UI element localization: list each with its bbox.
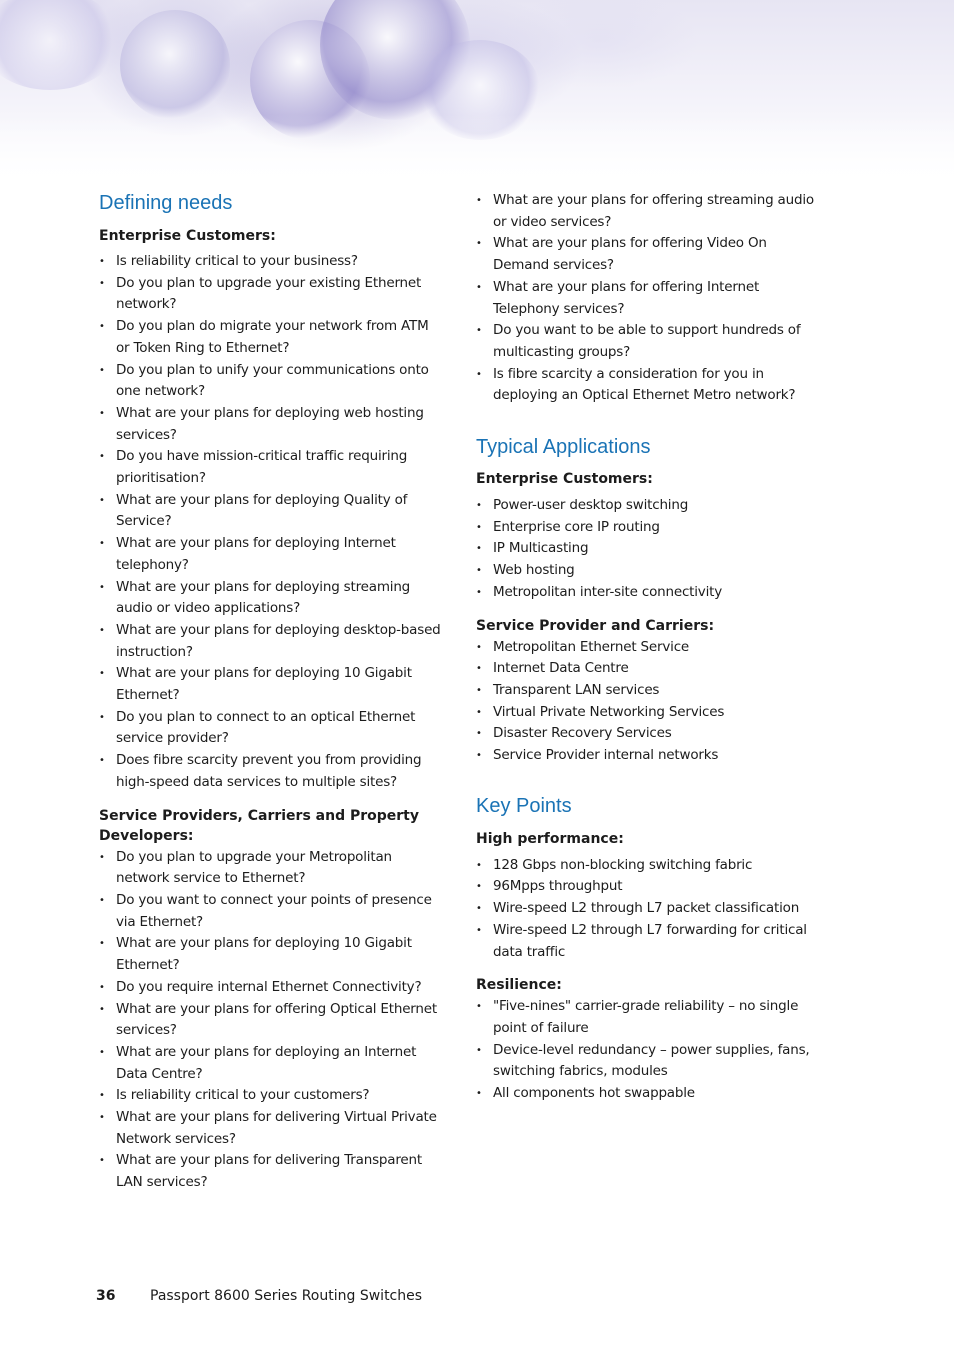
list-item: • What are your plans for deploying Quality of Service? <box>99 490 444 533</box>
list-item: • What are your plans for offering streaming audio or video services? <box>476 190 826 233</box>
provider-needs-continued-list <box>476 190 826 407</box>
list-item: • What are your plans for offering Optical Ethernet services? <box>99 999 444 1042</box>
list-item: • Metropolitan inter-site connectivity <box>476 582 826 604</box>
list-item: • What are your plans for deploying Internet telephony? <box>99 533 444 576</box>
list-item: • Device-level redundancy – power supplies, fans, switching fabrics, modules <box>476 1040 826 1083</box>
list-item: • What are your plans for deploying an Internet Data Centre? <box>99 1042 444 1085</box>
list-item: • Wire-speed L2 through L7 forwarding for critical data traffic <box>476 920 826 963</box>
subheading-high-performance: High performance: <box>476 830 624 847</box>
list-item: • What are your plans for deploying 10 Gigabit Ethernet? <box>99 663 444 706</box>
list-item: • Wire-speed L2 through L7 packet classification <box>476 898 826 920</box>
subheading-enterprise-customers: Enterprise Customers: <box>99 228 276 244</box>
list-item: • 96Mpps throughput <box>476 876 826 898</box>
list-item: • What are your plans for delivering Transparent LAN services? <box>99 1150 444 1193</box>
section-heading-key-points: Key Points <box>476 794 572 817</box>
list-item: • What are your plans for deploying desktop-based instruction? <box>99 620 444 663</box>
list-item: • Do you want to connect your points of presence via Ethernet? <box>99 890 444 933</box>
list-item: • 128 Gbps non-blocking switching fabric <box>476 855 826 877</box>
list-item: • Disaster Recovery Services <box>476 723 826 745</box>
list-item: • What are your plans for deploying 10 Gigabit Ethernet? <box>99 933 444 976</box>
applications-enterprise-list <box>476 495 826 604</box>
banner-orb <box>420 40 540 140</box>
resilience-list <box>476 996 826 1105</box>
subheading-app-service-provider: Service Provider and Carriers: <box>476 617 715 634</box>
banner-orb <box>120 10 230 120</box>
right-column <box>476 190 826 1105</box>
list-item: • Do you plan to upgrade your Metropolitan network service to Ethernet? <box>99 847 444 890</box>
list-item: • What are your plans for deploying web hosting services? <box>99 403 444 446</box>
header-banner-image <box>0 0 954 185</box>
list-item: • Enterprise core IP routing <box>476 517 826 539</box>
left-column <box>99 190 444 1194</box>
list-item: • What are your plans for offering Video On Demand services? <box>476 233 826 276</box>
list-item: • What are your plans for delivering Virtual Private Network services? <box>99 1107 444 1150</box>
list-item: • Is fibre scarcity a consideration for you in deploying an Optical Ethernet Metro network? <box>476 364 826 407</box>
performance-list <box>476 855 826 964</box>
list-item: • Virtual Private Networking Services <box>476 702 826 724</box>
list-item: • Does fibre scarcity prevent you from providing high-speed data services to multiple sites? <box>99 750 444 793</box>
page-number: 36 <box>96 1288 116 1304</box>
footer-document-title: Passport 8600 Series Routing Switches <box>150 1288 423 1304</box>
list-item: • Metropolitan Ethernet Service <box>476 637 826 659</box>
list-item: • What are your plans for offering Internet Telephony services? <box>476 277 826 320</box>
list-item: • Do you want to be able to support hundreds of multicasting groups? <box>476 320 826 363</box>
list-item: • Transparent LAN services <box>476 680 826 702</box>
list-item: • Do you have mission-critical traffic requiring prioritisation? <box>99 446 444 489</box>
list-item: • IP Multicasting <box>476 538 826 560</box>
list-item: • Service Provider internal networks <box>476 745 826 767</box>
list-item: • Internet Data Centre <box>476 658 826 680</box>
provider-needs-list <box>99 847 444 1194</box>
list-item: • Web hosting <box>476 560 826 582</box>
list-item: • "Five-nines" carrier-grade reliability – no single point of failure <box>476 996 826 1039</box>
subheading-app-enterprise-customers: Enterprise Customers: <box>476 471 653 488</box>
list-item: • Do you plan to unify your communications onto one network? <box>99 360 444 403</box>
list-item: • Do you plan to upgrade your existing Ethernet network? <box>99 273 444 316</box>
section-heading-typical-applications: Typical Applications <box>476 436 651 459</box>
list-item: • All components hot swappable <box>476 1083 826 1105</box>
enterprise-needs-list <box>99 251 444 794</box>
applications-provider-list <box>476 637 826 767</box>
list-item: • Is reliability critical to your business? <box>99 251 444 273</box>
list-item: • Do you plan do migrate your network from ATM or Token Ring to Ethernet? <box>99 316 444 359</box>
list-item: • Power-user desktop switching <box>476 495 826 517</box>
list-item: • Do you plan to connect to an optical Ethernet service provider? <box>99 707 444 750</box>
list-item: • What are your plans for deploying streaming audio or video applications? <box>99 577 444 620</box>
list-item: • Do you require internal Ethernet Connectivity? <box>99 977 444 999</box>
subheading-resilience: Resilience: <box>476 977 562 994</box>
list-item: • Is reliability critical to your customers? <box>99 1085 444 1107</box>
section-heading-defining-needs: Defining needs <box>99 192 233 214</box>
banner-orb <box>0 0 120 90</box>
subheading-service-providers: Service Providers, Carriers and Property Developers: <box>99 807 419 844</box>
